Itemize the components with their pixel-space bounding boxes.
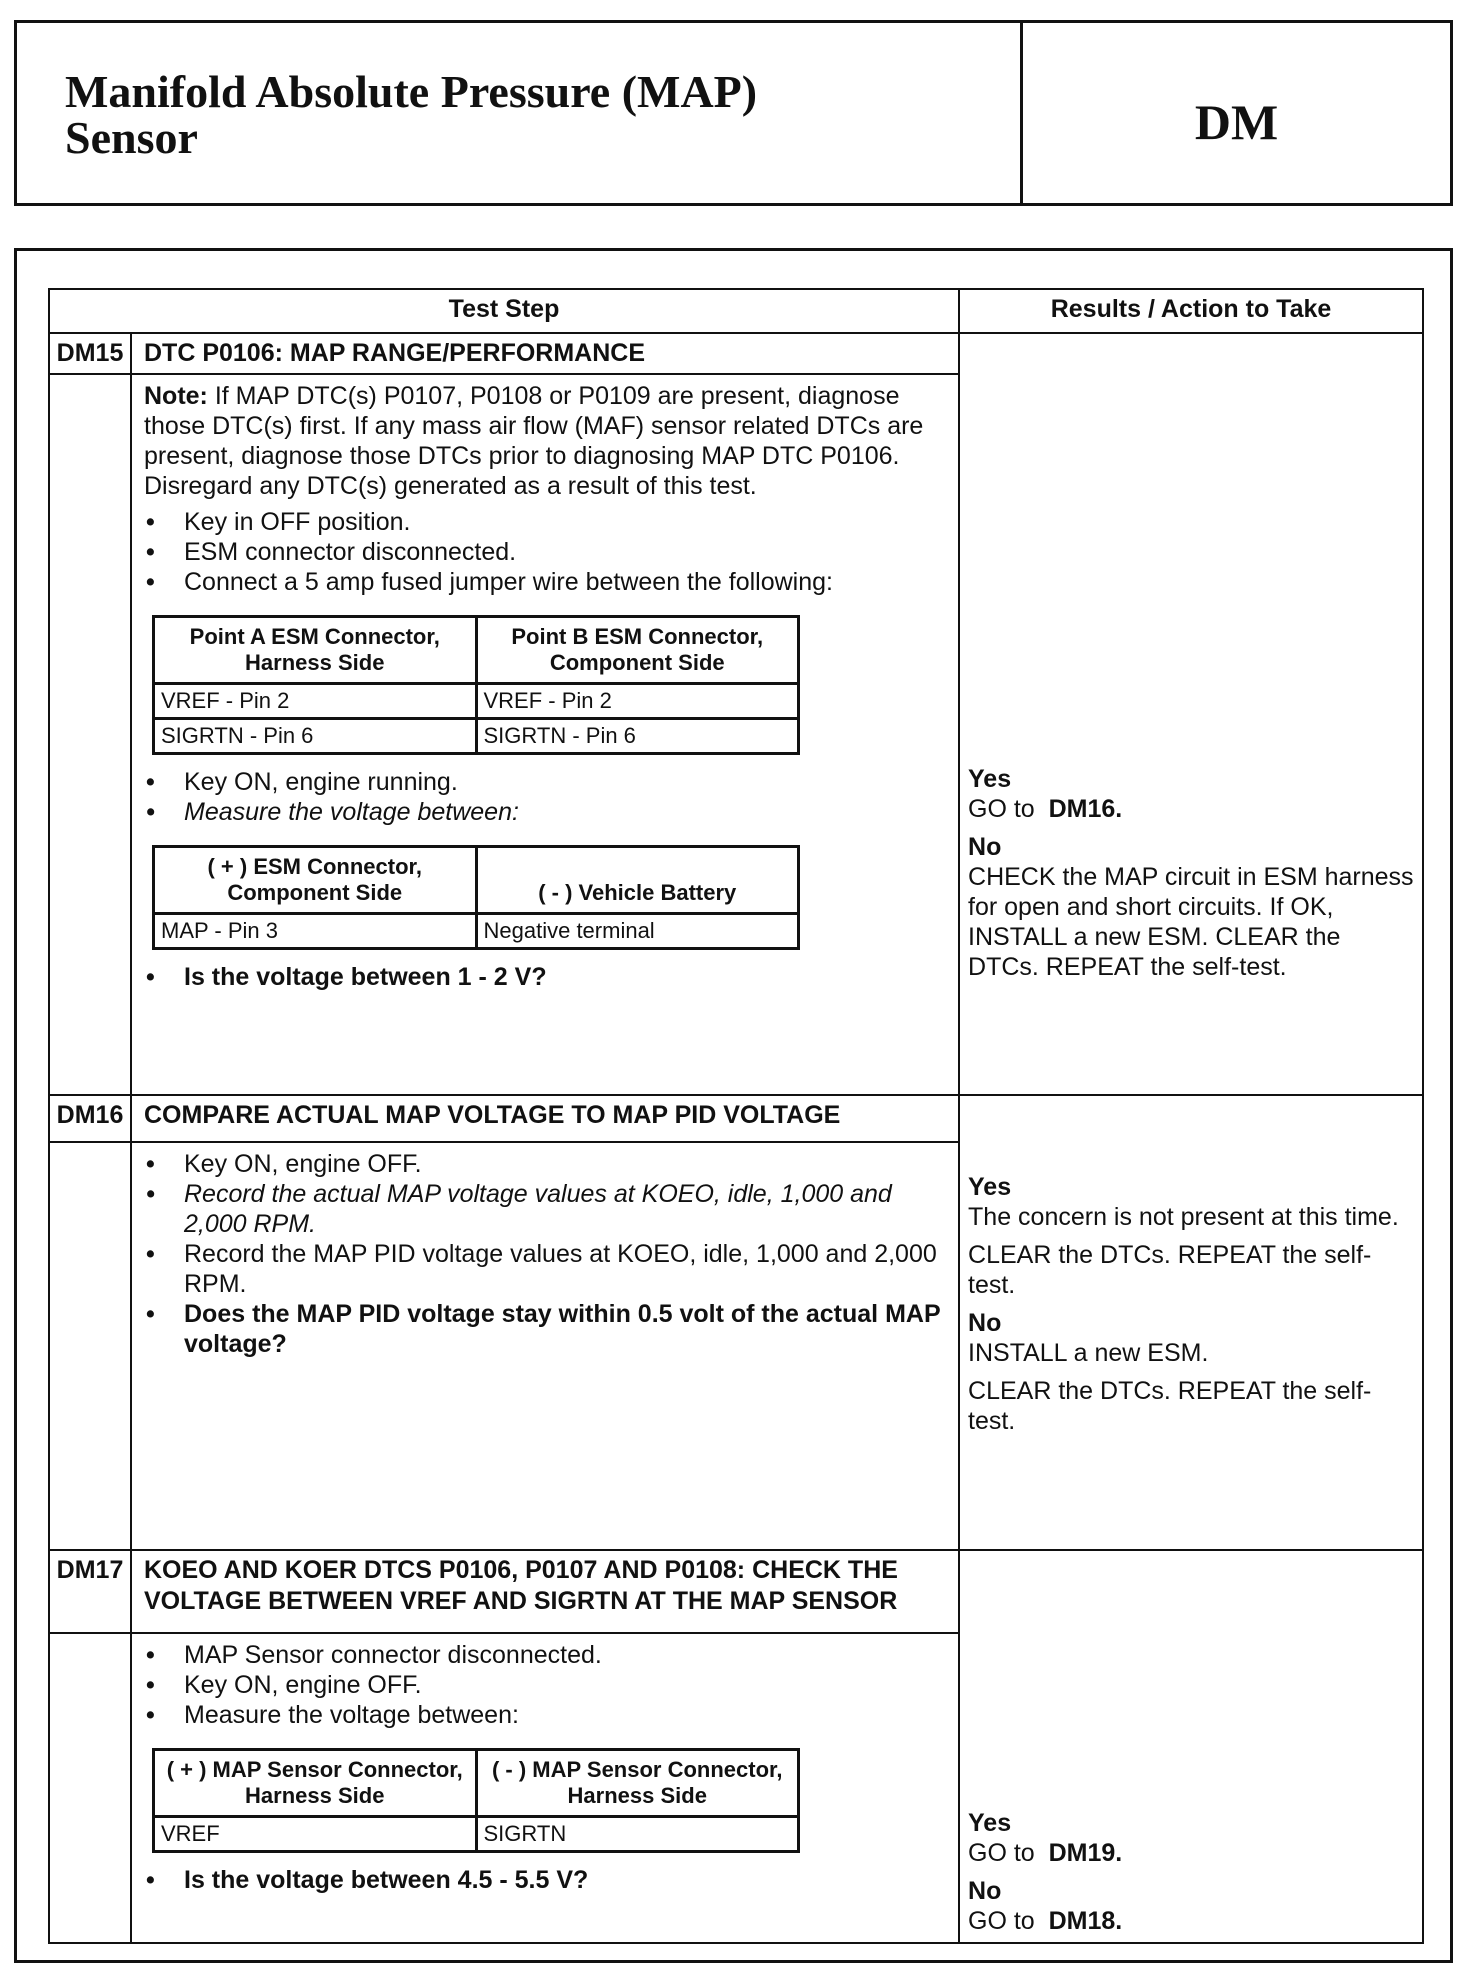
table-header-cell: Point B ESM Connector, Component Side — [476, 617, 799, 684]
table-header-cell: ( + ) ESM Connector, Component Side — [154, 847, 477, 914]
note-paragraph: Note: If MAP DTC(s) P0107, P0108 or P0109 are present, diagnose those DTC(s) first. If any mass air flow (MAF) sensor related DTCs are present, diagnose those DTCs prior to diagnosing MAP DTC P0106. Disregard any DTC(s) generated as a result of this test. — [144, 382, 924, 500]
table-cell: MAP - Pin 3 — [154, 914, 477, 949]
no-action: INSTALL a new ESM. — [968, 1338, 1209, 1367]
step-dm16-title-row — [49, 1095, 1423, 1142]
table-header-cell: ( + ) MAP Sensor Connector, Harness Side — [154, 1749, 477, 1816]
table-header-cell: Point A ESM Connector, Harness Side — [154, 617, 477, 684]
step-title-dm16: COMPARE ACTUAL MAP VOLTAGE TO MAP PID VOLTAGE — [131, 1095, 959, 1142]
yes-action: GO to DM16. — [968, 794, 1123, 823]
step-body-dm15 — [131, 374, 959, 1095]
jumper-table — [152, 615, 800, 755]
table-cell: VREF — [154, 1816, 477, 1851]
section-code: DM — [1194, 94, 1279, 150]
yes-label: Yes — [968, 1172, 1012, 1201]
page-title-line2: Sensor — [65, 112, 198, 163]
column-header-results: Results / Action to Take — [959, 289, 1423, 333]
table-cell: SIGRTN - Pin 6 — [476, 719, 799, 754]
table-cell: VREF - Pin 2 — [476, 684, 799, 719]
instruction-list — [144, 1149, 944, 1359]
step-code-spacer — [49, 374, 131, 1095]
step-dm17-title-row — [49, 1550, 1423, 1633]
instruction-item: • Record the MAP PID voltage values at KOEO, idle, 1,000 and 2,000 RPM. — [184, 1239, 944, 1299]
page-title-line1: Manifold Absolute Pressure (MAP) — [65, 66, 758, 117]
test-question: • Is the voltage between 4.5 - 5.5 V? — [184, 1865, 944, 1895]
step-code-spacer — [49, 1142, 131, 1550]
step-dm15-title-row — [49, 333, 1423, 374]
yes-action: GO to DM19. — [968, 1839, 1123, 1867]
no-label: No — [968, 832, 1002, 861]
column-header-test-step: Test Step — [49, 289, 959, 333]
table-cell: VREF - Pin 2 — [154, 684, 477, 719]
yes-action: CLEAR the DTCs. REPEAT the self-test. — [968, 1240, 1372, 1299]
voltage-table — [152, 845, 800, 950]
results-dm15 — [959, 333, 1423, 1095]
instruction-item: • MAP Sensor connector disconnected. — [184, 1640, 944, 1670]
instruction-item: • ESM connector disconnected. — [184, 537, 944, 567]
step-body-dm16 — [131, 1142, 959, 1550]
instruction-item: • Measure the voltage between: — [184, 797, 944, 827]
no-action: GO to DM18. — [968, 1907, 1123, 1935]
results-dm16 — [959, 1095, 1423, 1550]
question-list — [144, 1865, 944, 1895]
no-label: No — [968, 1308, 1002, 1337]
instruction-item: • Connect a 5 amp fused jumper wire between the following: — [184, 567, 944, 597]
table-cell: SIGRTN — [476, 1816, 799, 1851]
step-code-dm17: DM17 — [49, 1550, 131, 1633]
instruction-item: • Key ON, engine running. — [184, 767, 944, 797]
question-list — [144, 962, 944, 992]
instruction-item: • Key in OFF position. — [184, 507, 944, 537]
step-body-dm17 — [131, 1633, 959, 1943]
step-code-dm16: DM16 — [49, 1095, 131, 1142]
instruction-list — [144, 767, 944, 827]
table-cell: SIGRTN - Pin 6 — [154, 719, 477, 754]
page-title — [17, 23, 1023, 203]
instruction-item: • Key ON, engine OFF. — [184, 1670, 944, 1700]
instruction-item: • Record the actual MAP voltage values at KOEO, idle, 1,000 and 2,000 RPM. — [184, 1179, 944, 1239]
no-action: CLEAR the DTCs. REPEAT the self-test. — [968, 1376, 1372, 1435]
table-row — [154, 719, 799, 754]
table-header-cell: ( - ) Vehicle Battery — [476, 847, 799, 914]
instruction-list — [144, 1640, 944, 1730]
table-row — [154, 914, 799, 949]
table-row — [154, 1816, 799, 1851]
yes-label: Yes — [968, 1809, 1012, 1837]
no-action: CHECK the MAP circuit in ESM harness for open and short circuits. If OK, INSTALL a new ESM. CLEAR the DTCs. REPEAT the self-test. — [968, 862, 1414, 981]
table-cell: Negative terminal — [476, 914, 799, 949]
results-dm17 — [959, 1550, 1423, 1943]
test-question: • Does the MAP PID voltage stay within 0.5 volt of the actual MAP voltage? — [184, 1299, 944, 1359]
yes-action: The concern is not present at this time. — [968, 1202, 1399, 1231]
test-question: • Is the voltage between 1 - 2 V? — [184, 962, 944, 992]
instruction-list — [144, 507, 944, 597]
test-step-table — [48, 288, 1424, 1944]
table-header-cell: ( - ) MAP Sensor Connector, Harness Side — [476, 1749, 799, 1816]
no-label: No — [968, 1877, 1002, 1905]
step-code-dm15: DM15 — [49, 333, 131, 374]
step-title-dm15: DTC P0106: MAP RANGE/PERFORMANCE — [131, 333, 959, 374]
step-title-dm17: KOEO AND KOER DTCS P0106, P0107 AND P0108: CHECK THE VOLTAGE BETWEEN VREF AND SIGRTN AT THE MAP SENSOR — [131, 1550, 959, 1633]
instruction-item: • Key ON, engine OFF. — [184, 1149, 944, 1179]
table-header-row — [49, 289, 1423, 333]
page-header — [14, 20, 1453, 206]
sensor-voltage-table — [152, 1748, 800, 1853]
table-row — [154, 684, 799, 719]
yes-label: Yes — [968, 764, 1012, 793]
instruction-item: • Measure the voltage between: — [184, 1700, 944, 1730]
step-code-spacer — [49, 1633, 131, 1943]
